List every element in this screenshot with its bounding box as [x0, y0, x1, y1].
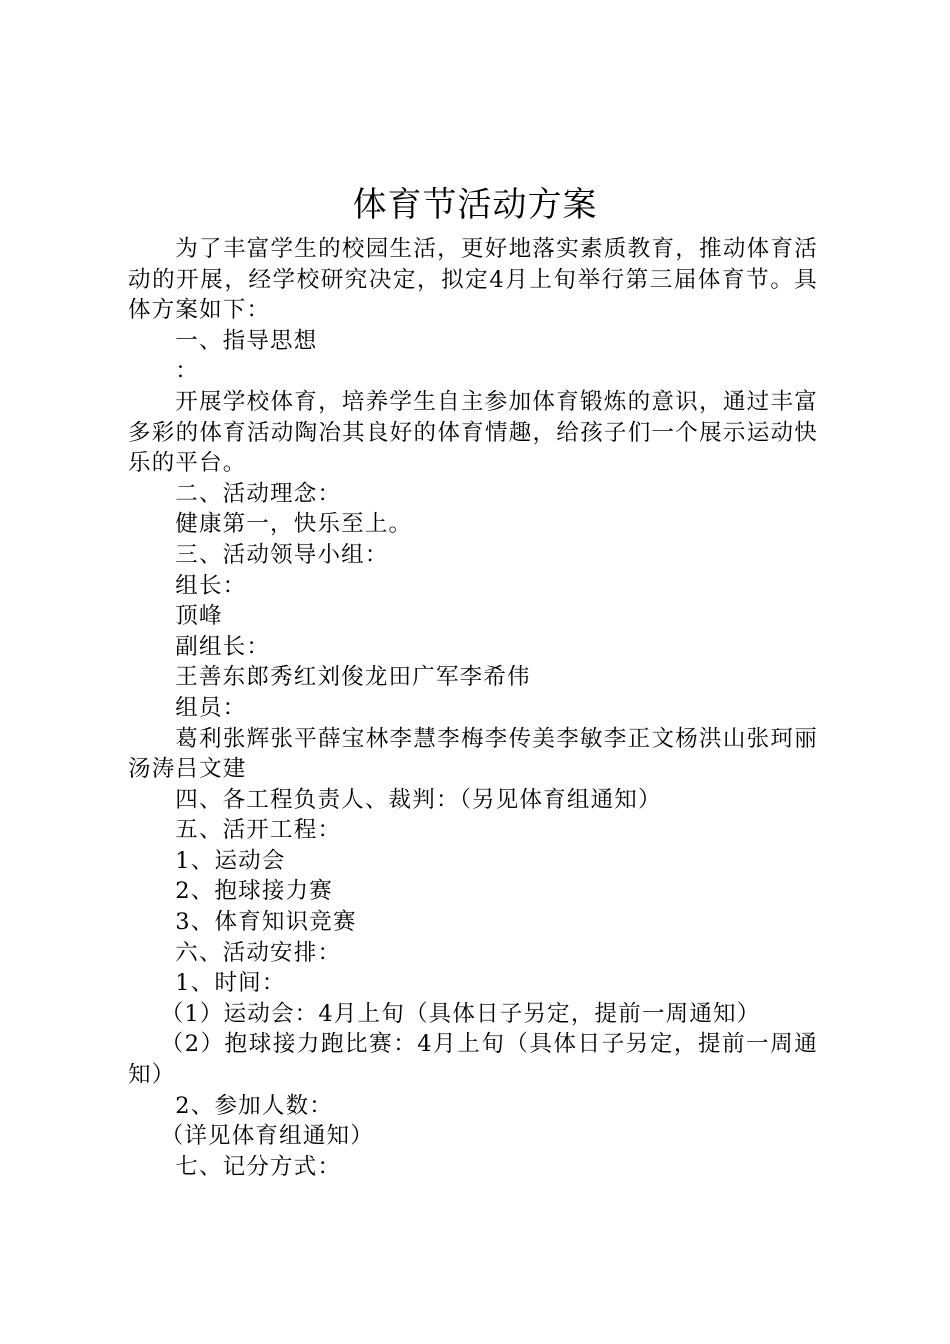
section-heading-scoring: 七、记分方式：	[175, 1153, 342, 1180]
section-heading-projects: 五、活开工程：	[175, 817, 342, 844]
schedule-time-label: 1、时间：	[175, 970, 286, 997]
deputy-leader-label: 副组长：	[175, 633, 271, 660]
group-leader-name: 顶峰	[175, 603, 223, 630]
section-heading-activity-concept: 二、活动理念：	[175, 480, 342, 507]
deputy-leader-names: 王善东郎秀红刘俊龙田广军李希伟	[175, 664, 531, 691]
document-title: 体育节活动方案	[352, 185, 598, 225]
project-item-relay: 2、抱球接力赛	[175, 878, 333, 905]
section-heading-project-leads: 四、各工程负责人、裁判：（另见体育组通知）	[175, 786, 662, 813]
intro-paragraph: 为了丰富学生的校园生活，更好地落实素质教育，推动体育活动的开展，经学校研究决定，拟定4月上旬举行第三届体育节。具体方案如下：	[128, 236, 818, 324]
schedule-item-relay: （2）抱球接力跑比赛：4月上旬（具体日子另定，提前一周通知）	[128, 1031, 818, 1089]
schedule-item-sports-meet: （1）运动会：4月上旬（具体日子另定，提前一周通知）	[160, 1000, 761, 1027]
project-item-quiz: 3、体育知识竞赛	[175, 909, 357, 936]
project-item-sports-meet: 1、运动会	[175, 847, 286, 874]
members-label: 组员：	[175, 694, 247, 721]
section-heading-schedule: 六、活动安排：	[175, 939, 342, 966]
members-names: 葛利张辉张平薛宝林李慧李梅李传美李敏李正文杨洪山张珂丽汤涛吕文建	[128, 725, 818, 783]
group-leader-label: 组长：	[175, 572, 247, 599]
participants-note: （详见体育组通知）	[160, 1123, 374, 1150]
participants-label: 2、参加人数：	[175, 1092, 333, 1119]
guiding-ideology-paragraph: 开展学校体育，培养学生自主参加体育锻炼的意识，通过丰富多彩的体育活动陶冶其良好的体育情趣，给孩子们一个展示运动快乐的平台。	[128, 388, 818, 477]
document-body	[128, 234, 818, 1182]
colon-line: ：	[175, 358, 199, 385]
section-heading-guiding-ideology: 一、指导思想	[175, 327, 318, 354]
section-heading-leadership-group: 三、活动领导小组：	[175, 541, 389, 568]
activity-concept-text: 健康第一，快乐至上。	[175, 511, 413, 538]
